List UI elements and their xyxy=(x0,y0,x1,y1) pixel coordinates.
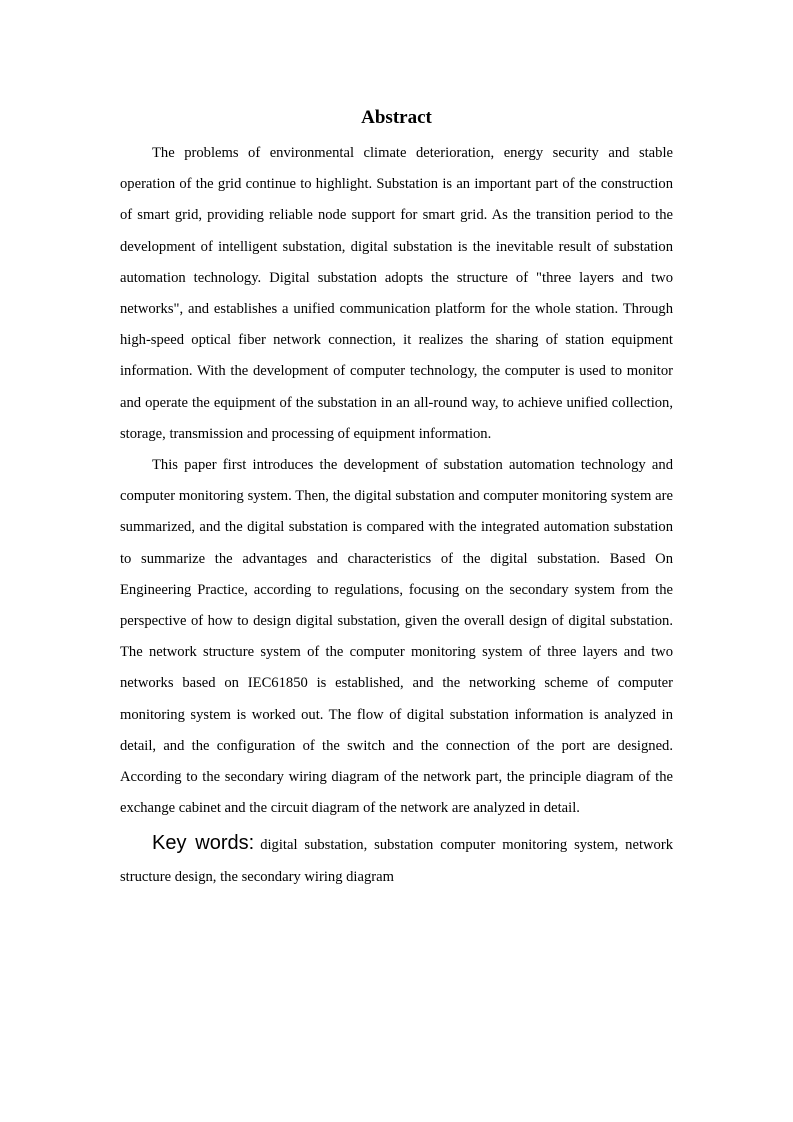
abstract-paragraph-1: The problems of environmental climate deterioration, energy security and stable operation of the grid continue to highlight. Substation is an important part of the construction of smart grid, providing reliable node support for smart grid. As the transition period to the development of intelligent substation, digital substation is the inevitable result of substation automation technology. Digital substation adopts the structure of "three layers and two networks", and establishes a unified communication platform for the whole station. Through high-speed optical fiber network connection, it realizes the sharing of station equipment information. With the development of computer technology, the computer is used to monitor and operate the equipment of the substation in an all-round way, to achieve unified collection, storage, transmission and processing of equipment information. xyxy=(120,145,673,442)
keywords-line xyxy=(120,828,673,892)
keywords-label: Key words: xyxy=(152,832,255,855)
keywords-text: digital substation, substation computer monitoring system, network structure design, the secondary wiring diagram xyxy=(120,837,673,885)
abstract-body xyxy=(120,138,673,893)
abstract-paragraph-2: This paper first introduces the development of substation automation technology and computer monitoring system. Then, the digital substation and computer monitoring system are summarized, and the digital substation is compared with the integrated automation substation to summarize the advantages and characteristics of the digital substation. Based On Engineering Practice, according to regulations, focusing on the secondary system from the perspective of how to design digital substation, given the overall design of digital substation. The network structure system of the computer monitoring system of three layers and two networks based on IEC61850 is established, and the networking scheme of computer monitoring system is worked out. The flow of digital substation information is analyzed in detail, and the configuration of the switch and the connection of the port are designed. According to the secondary wiring diagram of the network part, the principle diagram of the exchange cabinet and the circuit diagram of the network are analyzed in detail. xyxy=(120,457,673,817)
abstract-title: Abstract xyxy=(361,107,432,128)
